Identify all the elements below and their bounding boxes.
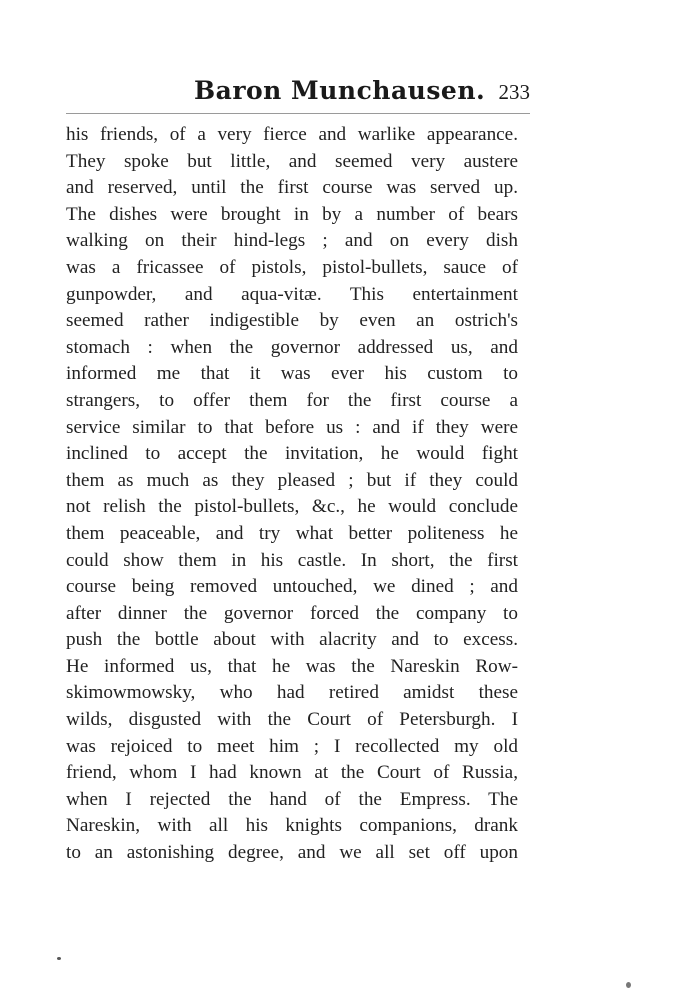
text-line: when I rejected the hand of the Empress. The [66, 788, 518, 810]
text-line: course being removed untouched, we dined ; and [66, 576, 518, 598]
header-rule [66, 113, 530, 114]
text-line: to an astonishing degree, and we all set off upon [66, 842, 518, 864]
text-line: could show them in his castle. In short, the first [66, 549, 518, 571]
text-line: walking on their hind-legs ; and on every dish [66, 230, 518, 252]
text-line: The dishes were brought in by a number of bears [66, 203, 518, 225]
text-line: strangers, to offer them for the first course a [66, 389, 518, 411]
text-line: He informed us, that he was the Nareskin Row- [66, 655, 518, 677]
text-line: friend, whom I had known at the Court of Russia, [66, 762, 518, 784]
text-line: not relish the pistol-bullets, &c., he would conclude [66, 496, 518, 518]
text-line: his friends, of a very fierce and warlike appearance. [66, 124, 518, 145]
text-line: gunpowder, and aqua-vitæ. This entertainment [66, 283, 518, 305]
paper-speck [57, 957, 61, 960]
text-line: was a fricassee of pistols, pistol-bullets, sauce of [66, 256, 518, 278]
running-title: Baron Munchausen. [194, 76, 486, 105]
text-line: and reserved, until the first course was served up. [66, 177, 518, 199]
text-line: They spoke but little, and seemed very austere [66, 150, 518, 172]
text-line: stomach : when the governor addressed us, and [66, 336, 518, 358]
text-line: them as much as they pleased ; but if they could [66, 469, 518, 491]
text-line: informed me that it was ever his custom to [66, 363, 518, 385]
text-line: service similar to that before us : and if they were [66, 416, 518, 438]
text-line: them peaceable, and try what better politeness he [66, 522, 518, 544]
text-line: Nareskin, with all his knights companions, drank [66, 815, 518, 837]
page-number: 233 [498, 80, 530, 104]
body-text [66, 122, 518, 867]
text-line: was rejoiced to meet him ; I recollected my old [66, 735, 518, 757]
paper-speck [626, 982, 631, 988]
text-line: wilds, disgusted with the Court of Petersburgh. I [66, 709, 518, 731]
text-line: seemed rather indigestible by even an ostrich's [66, 310, 518, 332]
running-head [66, 74, 530, 114]
text-line: skimowmowsky, who had retired amidst these [66, 682, 518, 704]
text-line: inclined to accept the invitation, he would fight [66, 443, 518, 465]
text-line: after dinner the governor forced the company to [66, 602, 518, 624]
text-line: push the bottle about with alacrity and to excess. [66, 629, 518, 651]
